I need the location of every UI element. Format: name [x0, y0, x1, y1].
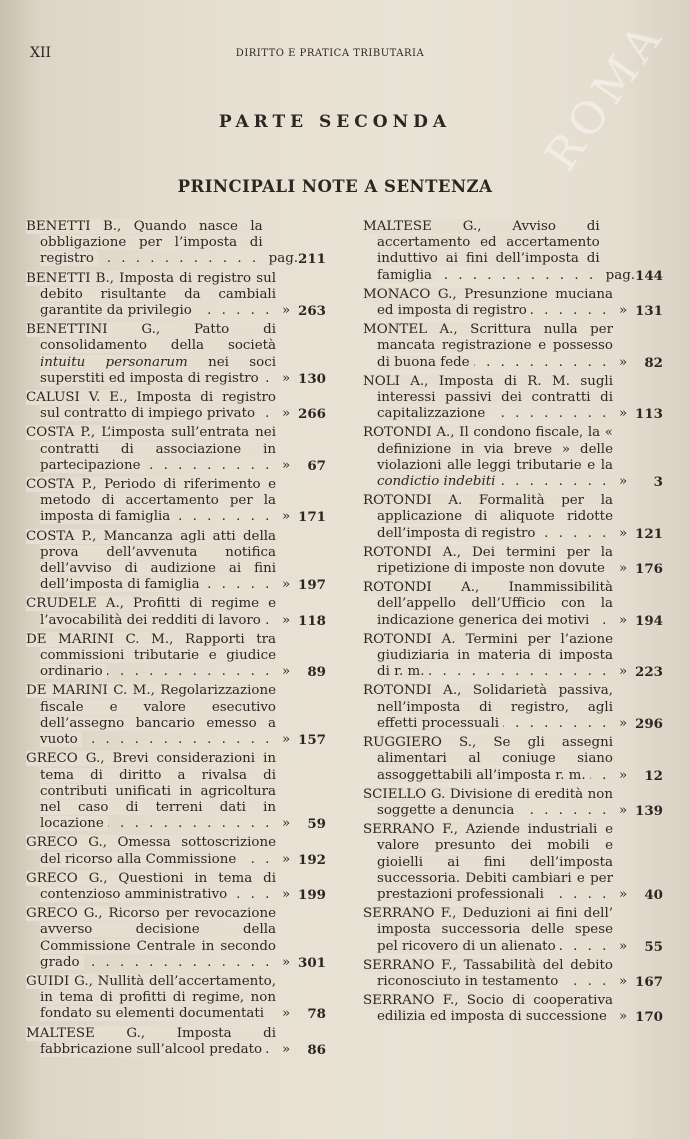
index-entry — [26, 906, 326, 971]
entry-title — [363, 993, 613, 1025]
page-number-ref: 199 — [298, 886, 326, 903]
page-number-ref: 157 — [298, 732, 326, 749]
page-reference — [613, 803, 663, 819]
page-marker: » — [619, 973, 628, 989]
page-reference — [613, 355, 663, 371]
page-marker: » — [619, 354, 628, 370]
page-marker: » — [619, 802, 628, 818]
page-marker: » — [619, 406, 628, 422]
index-entry — [26, 219, 326, 268]
entry-title — [363, 425, 613, 490]
entry-text: CALUSI V. E., Imposta di registro sul contratto di impiego privato — [26, 390, 276, 422]
page-marker: » — [282, 457, 291, 473]
page-reference — [613, 303, 663, 319]
entry-title — [363, 683, 613, 732]
entry-title — [363, 822, 613, 903]
page-reference — [613, 716, 663, 732]
page-reference — [613, 406, 663, 422]
entry-text: RUGGIERO S., Se gli assegni alimentari al coniuge siano assoggettabili all’imposta r. m. — [363, 735, 613, 783]
entry-text: COSTA P., Periodo di riferimento e metodo di accertamento per la imposta di famiglia — [26, 477, 276, 525]
entry-title — [26, 871, 276, 903]
entry-title — [26, 1026, 276, 1058]
page-number-ref: 197 — [298, 577, 326, 594]
index-entry — [363, 787, 663, 819]
index-entry — [26, 835, 326, 867]
page-number-ref: 55 — [644, 938, 663, 955]
page-marker: » — [282, 851, 291, 867]
entry-text: BENETTINI G., Patto di consolidamento della società intuitu personarum nei soci superstiti ed imposta di registro — [26, 322, 277, 386]
index-entry — [26, 425, 326, 474]
page-reference — [613, 664, 663, 680]
entry-title — [363, 219, 600, 284]
page-marker: » — [619, 612, 628, 628]
page-reference — [613, 939, 663, 955]
index-entry — [363, 322, 663, 371]
page-marker: » — [282, 886, 291, 902]
page-marker: » — [619, 1009, 628, 1025]
page-marker: » — [619, 715, 628, 731]
page-marker: » — [282, 577, 291, 593]
index-entry — [363, 219, 663, 284]
page-number-ref: 67 — [307, 457, 326, 474]
entry-title — [26, 683, 276, 748]
index-entry — [26, 683, 326, 748]
entry-title — [26, 529, 276, 594]
page-reference — [613, 613, 663, 629]
page-number-ref: 171 — [298, 509, 326, 526]
entry-title — [26, 751, 276, 832]
entry-title — [363, 735, 613, 784]
entry-text: BENETTI B., Quando nasce la obbligazione per l’imposta di registro — [26, 219, 263, 267]
right-column — [363, 219, 663, 1029]
page-marker: » — [282, 954, 291, 970]
index-entry — [26, 1026, 326, 1058]
page-marker: » — [619, 938, 628, 954]
index-entry — [363, 735, 663, 784]
entry-text: MONTEL A., Scrittura nulla per mancata registrazione e possesso di buona fede — [363, 322, 613, 370]
entry-title — [26, 271, 276, 320]
page-number-ref: 170 — [635, 1009, 663, 1026]
page-reference — [276, 577, 326, 593]
entry-title — [26, 906, 276, 971]
entry-text: GRECO G., Brevi considerazioni in tema di diritto a rivalsa di contributi unificati in agricoltura nel caso di terreni dati in locazione — [26, 751, 276, 832]
page-number-ref: 139 — [635, 802, 663, 819]
page-number-ref: 113 — [635, 406, 663, 423]
page-number-ref: 194 — [635, 612, 663, 629]
entry-title — [26, 219, 263, 268]
page-reference — [613, 1009, 663, 1025]
index-entry — [26, 390, 326, 422]
page-number: XII — [30, 45, 52, 61]
page-reference — [276, 664, 326, 680]
page-marker: » — [282, 732, 291, 748]
page-reference — [613, 768, 663, 784]
index-entry — [363, 545, 663, 577]
entry-text: DE MARINI C. M., Regolarizzazione fiscale e valore esecutivo dell’assegno bancario emesso a vuoto — [26, 683, 276, 748]
page-number-ref: 266 — [298, 406, 326, 423]
entry-text: GRECO G., Omessa sottoscrizione del ricorso alla Commissione — [26, 835, 276, 867]
page-reference — [276, 1042, 326, 1058]
page-number-ref: 296 — [635, 715, 663, 732]
page-marker: » — [619, 664, 628, 680]
entry-text: ROTONDI A., Il condono fiscale, la « definizione in via breve » delle violazioni alle leggi tributarie e la condictio indebiti — [363, 425, 613, 490]
page-reference — [600, 268, 663, 284]
page-marker: pag. — [605, 267, 636, 283]
page-number-ref: 82 — [644, 354, 663, 371]
entry-title — [363, 906, 613, 955]
entry-text: ROTONDI A., Dei termini per la ripetizione di imposte non dovute — [363, 544, 613, 577]
page-marker: » — [282, 509, 291, 525]
page-marker: » — [282, 1006, 291, 1022]
entry-text: MALTESE G., Avviso di accertamento ed accertamento induttivo ai fini dell’imposta di famiglia — [363, 219, 600, 283]
page-marker: » — [619, 561, 628, 577]
page-reference — [276, 955, 326, 971]
page-marker: » — [282, 612, 291, 628]
index-entry — [26, 632, 326, 681]
entry-title — [363, 958, 613, 990]
index-entry — [26, 974, 326, 1023]
page-reference — [276, 887, 326, 903]
index-entry — [363, 493, 663, 542]
entry-title — [363, 374, 613, 423]
left-column — [26, 219, 326, 1061]
page-reference — [613, 526, 663, 542]
page-number-ref: 121 — [635, 525, 663, 542]
entry-text: SERRANO F., Socio di cooperativa edilizia ed imposta di successione — [363, 993, 613, 1025]
page-reference — [276, 816, 326, 832]
entry-title — [26, 477, 276, 526]
index-entry — [363, 374, 663, 423]
entry-text: ROTONDI A., Solidarietà passiva, nell’imposta di registro, agli effetti processuali — [363, 683, 613, 731]
page-reference — [613, 561, 663, 577]
entry-title — [26, 974, 276, 1023]
page-number-ref: 78 — [307, 1006, 326, 1023]
entry-title — [26, 390, 276, 422]
page-reference — [276, 303, 326, 319]
index-entry — [363, 993, 663, 1025]
page-marker: » — [619, 474, 628, 490]
page-number-ref: 144 — [635, 267, 663, 284]
running-title: DIRITTO E PRATICA TRIBUTARIA — [235, 48, 425, 59]
entry-text: ROTONDI A. Formalità per la applicazione di aliquote ridotte dell’imposta di registro — [363, 493, 613, 541]
entry-title — [363, 787, 613, 819]
index-entry — [363, 287, 663, 319]
page-number-ref: 301 — [298, 954, 326, 971]
index-entry — [26, 477, 326, 526]
entry-title — [363, 632, 613, 681]
part-title: PARTE SECONDA — [218, 112, 452, 132]
watermark: ROMA — [535, 11, 675, 180]
entry-title — [363, 545, 613, 577]
page-marker: » — [282, 370, 291, 386]
page-number-ref: 176 — [635, 561, 663, 578]
entry-text: MONACO G., Presunzione muciana ed imposta di registro — [363, 286, 613, 319]
page-number-ref: 223 — [635, 664, 663, 681]
page-number-ref: 40 — [644, 886, 663, 903]
page-marker: » — [282, 664, 291, 680]
entry-text: GUIDI G., Nullità dell’accertamento, in tema di profitti di regime, non fondato su elementi documentati — [26, 973, 276, 1022]
entry-text: SERRANO F., Aziende industriali e valore presunto dei mobili e gioielli ai fini dell’imposta successoria. Debiti cambiari e per prestazioni professionali — [363, 822, 613, 902]
page-reference — [613, 974, 663, 990]
index-entry — [26, 271, 326, 320]
page-number-ref: 192 — [298, 851, 326, 868]
entry-title — [363, 322, 613, 371]
entry-title — [363, 580, 613, 629]
page-marker: » — [282, 816, 291, 832]
entry-title — [26, 322, 276, 387]
page-number-ref: 167 — [635, 973, 663, 990]
entry-text: ROTONDI A., Inammissibilità dell’appello dell’Ufficio con la indicazione generica dei motivi — [363, 580, 613, 628]
entry-text: CRUDELE A., Profitti di regime e l’avocabilità dei redditi di lavoro — [26, 596, 276, 628]
page-reference — [276, 509, 326, 525]
entry-title — [26, 632, 276, 681]
entry-text: GRECO G., Ricorso per revocazione avverso decisione della Commissione Centrale in secondo grado — [26, 906, 276, 970]
page-reference — [276, 852, 326, 868]
page-marker: » — [619, 767, 628, 783]
page-reference — [276, 371, 326, 387]
page-number-ref: 131 — [635, 303, 663, 320]
page-number-ref: 3 — [653, 474, 663, 491]
page-marker: » — [619, 525, 628, 541]
index-entry — [363, 683, 663, 732]
page-number-ref: 86 — [307, 1041, 326, 1058]
page-marker: » — [282, 303, 291, 319]
page-number-ref: 118 — [298, 612, 326, 629]
entry-title — [363, 493, 613, 542]
page-number-ref: 59 — [307, 816, 326, 833]
page-reference — [276, 1006, 326, 1022]
page-marker: » — [282, 1041, 291, 1057]
page-marker: pag. — [268, 251, 299, 267]
entry-text: COSTA P., Mancanza agli atti della prova dell’avvenuta notifica dell’avviso di audizione ai fini dell’imposta di famiglia — [26, 528, 276, 593]
entry-text: SERRANO F., Deduzioni ai fini dell’ imposta successoria delle spese pel ricovero di un alienato — [363, 906, 613, 954]
page-number-ref: 130 — [298, 370, 326, 387]
page-number-ref: 211 — [298, 251, 326, 268]
entry-title — [363, 287, 613, 319]
index-entry — [363, 632, 663, 681]
entry-title — [26, 835, 276, 867]
index-entry — [26, 529, 326, 594]
entry-text: SERRANO F., Tassabilità del debito riconosciuto in testamento — [363, 957, 613, 989]
entry-text: ROTONDI A. Termini per l’azione giudiziaria in materia di imposta di r. m. — [363, 631, 613, 680]
index-entry — [363, 580, 663, 629]
page-reference — [276, 406, 326, 422]
page-reference — [276, 613, 326, 629]
page-number-ref: 263 — [298, 303, 326, 320]
page-reference — [613, 887, 663, 903]
entry-text: SCIELLO G. Divisione di eredità non soggette a denuncia — [363, 786, 613, 818]
page-reference — [276, 458, 326, 474]
page-reference — [263, 251, 326, 267]
index-entry — [363, 906, 663, 955]
page-number-ref: 89 — [307, 664, 326, 681]
entry-text: NOLI A., Imposta di R. M. sugli interessi passivi dei contratti di capitalizzazione — [363, 373, 613, 422]
entry-title — [26, 425, 276, 474]
entry-title — [26, 596, 276, 628]
index-entry — [26, 322, 326, 387]
entry-text: BENETTI B., Imposta di registro sul debito risultante da cambiali garantite da privilegio — [26, 270, 276, 319]
index-entry — [363, 822, 663, 903]
index-entry — [26, 596, 326, 628]
entry-text: COSTA P., L’imposta sull’entrata nei contratti di associazione in partecipazione — [26, 425, 276, 473]
page-marker: » — [282, 406, 291, 422]
index-entry — [26, 871, 326, 903]
section-title: PRINCIPALI NOTE A SENTENZA — [177, 177, 493, 196]
page-number-ref: 12 — [644, 767, 663, 784]
page-marker: » — [619, 303, 628, 319]
page-reference — [276, 732, 326, 748]
index-entry — [26, 751, 326, 832]
entry-text: MALTESE G., Imposta di fabbricazione sull’alcool predato — [26, 1025, 276, 1057]
index-entry — [363, 425, 663, 490]
index-entry — [363, 958, 663, 990]
entry-text: DE MARINI C. M., Rapporti tra commissioni tributarie e giudice ordinario — [26, 631, 276, 680]
entry-text: GRECO G., Questioni in tema di contenzioso amministrativo — [26, 870, 276, 902]
page-marker: » — [619, 886, 628, 902]
page-reference — [613, 474, 663, 490]
